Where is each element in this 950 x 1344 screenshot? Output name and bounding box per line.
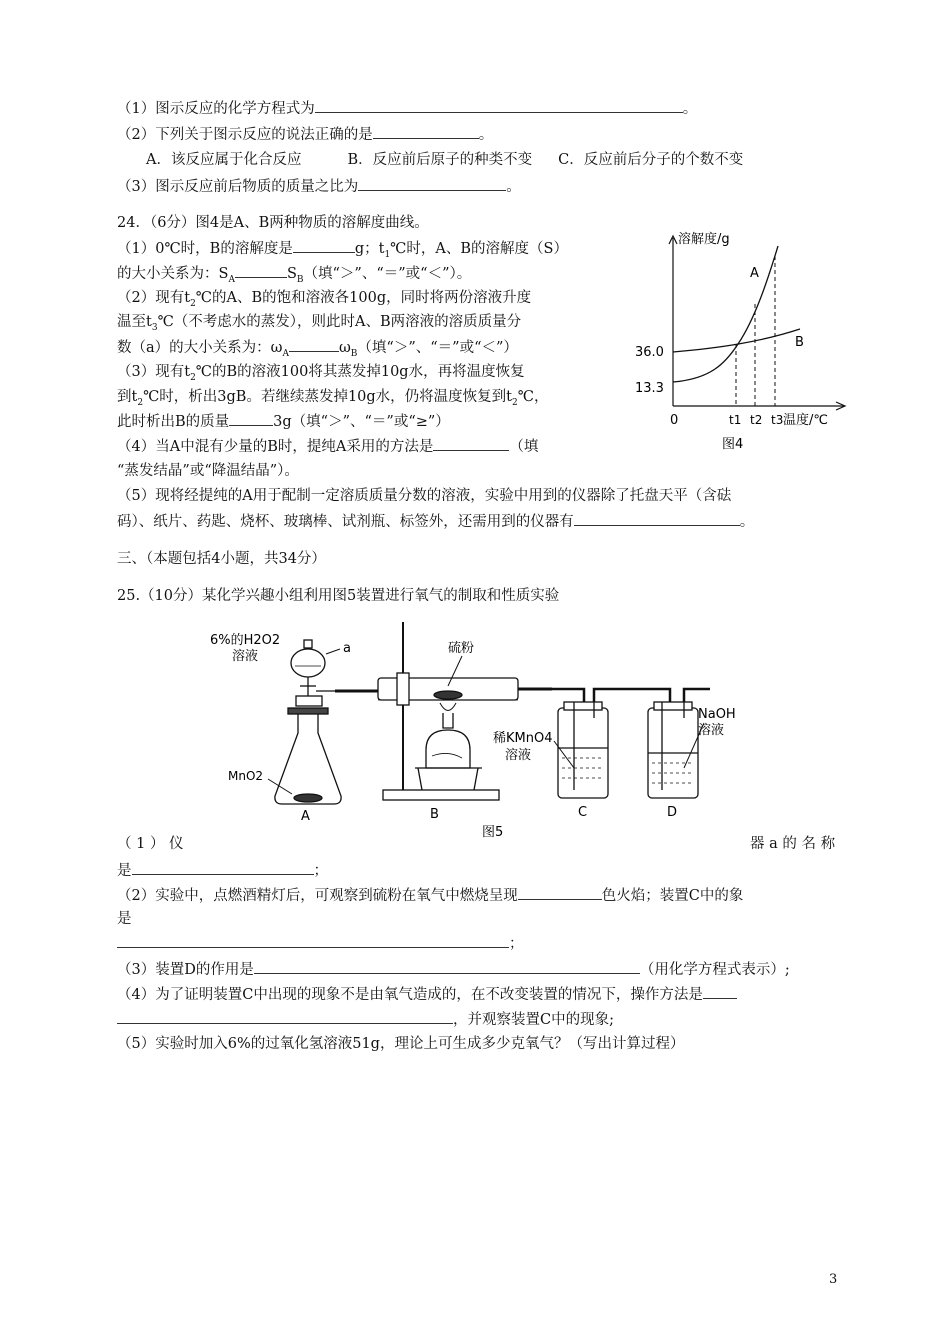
- figure-5-caption: 图5: [482, 825, 504, 838]
- figure-5-apparatus: [200, 618, 760, 838]
- q25-line1: （ 1 ） 仪: [117, 836, 184, 852]
- q25-line3: （3）装置D的作用是 （用化学方程式表示）;: [117, 959, 790, 980]
- answer-blank[interactable]: [433, 436, 509, 451]
- mno2-label: MnO2: [228, 769, 264, 783]
- t2-label: t2: [750, 413, 763, 427]
- sulfur-label: 硫粉: [448, 641, 475, 656]
- y-axis-label: 溶解度/g: [678, 232, 730, 247]
- x-axis-label: 温度/℃: [783, 413, 828, 428]
- apparatus-a: [268, 640, 341, 804]
- option-c: C．反应前后分子的个数不变: [558, 152, 744, 168]
- figure-4-caption: 图4: [722, 437, 744, 452]
- answer-blank[interactable]: [117, 933, 509, 948]
- answer-blank[interactable]: [574, 511, 740, 526]
- section-3-heading: 三、（本题包括4小题，共34分）: [117, 551, 326, 567]
- naoh-solution-label: 溶液: [698, 723, 725, 738]
- q24-line2: 的大小关系为：$S_A$ $S_B$（填“＞”、“＝”或“＜”）。: [117, 263, 471, 290]
- q25-line2c: ；: [117, 933, 524, 954]
- answer-blank[interactable]: [254, 959, 640, 974]
- option-b: B．反应前后原子的种类不变: [347, 152, 533, 168]
- curve-b: [673, 329, 800, 352]
- h2o2-solution-label: 溶液: [232, 649, 259, 664]
- q25-line4b: ，并观察装置C中的现象;: [117, 1009, 614, 1030]
- curve-a-label: A: [750, 266, 759, 281]
- instrument-a-label: a: [343, 641, 351, 656]
- answer-blank[interactable]: [358, 176, 506, 191]
- q23-options: [146, 150, 743, 170]
- label-c: C: [578, 805, 588, 820]
- label-a: A: [301, 809, 310, 824]
- q25-line1-right: 器 a 的 名 称: [750, 836, 836, 852]
- t1-label: t1: [729, 413, 742, 427]
- y-tick-13: 13.3: [635, 381, 664, 396]
- q24-line11: （5）现将经提纯的A用于配制一定溶质质量分数的溶液，实验中用到的仪器除了托盘天平（含砝: [117, 488, 732, 504]
- page-number: 3: [829, 1272, 838, 1287]
- h2o2-label: 6%的H2O2: [210, 633, 281, 648]
- answer-blank[interactable]: [315, 98, 683, 113]
- curve-a: [673, 246, 778, 382]
- q24-line7: 到$t_2℃$时，析出3gB。若继续蒸发掉10g水，仍将温度恢复到$t_2℃$，: [117, 389, 549, 408]
- q25-line1b: 是 ；: [117, 860, 328, 881]
- apparatus-c: [558, 702, 608, 798]
- kmno4-label: 稀KMnO4: [493, 731, 553, 746]
- q25-line2b: 是: [117, 911, 132, 927]
- q25-line2: （2）实验中，点燃酒精灯后，可观察到硫粉在氧气中燃烧呈现 色火焰；装置C中的象: [117, 885, 743, 906]
- q24-line9: （4）当A中混有少量的B时，提纯A采用的方法是 （填: [117, 436, 538, 457]
- label-d: D: [667, 805, 678, 820]
- q24-line1: （1）0℃时，B的溶解度是 g；$t_1℃$时，A、B的溶解度（S）: [117, 238, 568, 265]
- q25-line4: （4）为了证明装置C中出现的现象不是由氧气造成的，在不改变装置的情况下，操作方法是: [117, 984, 737, 1005]
- y-tick-36: 36.0: [635, 345, 664, 360]
- q25-line5: （5）实验时加入6%的过氧化氢溶液51g，理论上可生成多少克氧气？（写出计算过程）: [117, 1036, 685, 1052]
- answer-blank[interactable]: [132, 860, 314, 875]
- answer-blank[interactable]: [703, 984, 737, 999]
- figure-4-solubility-curve: [620, 224, 850, 454]
- kmno4-solution-label: 溶液: [505, 748, 532, 763]
- t3-label: t3: [771, 413, 784, 427]
- q23-line2: （2）下列关于图示反应的说法正确的是 。: [117, 124, 493, 145]
- answer-blank[interactable]: [373, 124, 479, 139]
- q24-line8: 此时析出B的质量 3g（填“＞”、“＝”或“≥”）: [117, 411, 450, 432]
- q23-line3: （3）图示反应前后物质的质量之比为 。: [117, 176, 521, 197]
- q24-line4: 温至$t_3℃$（不考虑水的蒸发），则此时A、B两溶液的溶质质量分: [117, 314, 522, 333]
- apparatus-d: [648, 689, 710, 798]
- q25-title: 25.（10分）某化学兴趣小组利用图5装置进行氧气的制取和性质实验: [117, 588, 560, 604]
- label-b: B: [430, 807, 439, 822]
- answer-blank[interactable]: [229, 411, 273, 426]
- q24-line5: 数（a）的大小关系为：$\omega_A$ $\omega_B$（填“＞”、“＝”或“＜”）: [117, 337, 518, 364]
- answer-blank[interactable]: [235, 263, 287, 278]
- q24-title: 24．（6分）图4是A、B两种物质的溶解度曲线。: [117, 215, 429, 231]
- q23-line1: （1）图示反应的化学方程式为 。: [117, 98, 697, 119]
- answer-blank[interactable]: [518, 885, 602, 900]
- origin-label: 0: [670, 413, 679, 428]
- q24-line3: （2）现有$t_2℃$的A、B的饱和溶液各100g，同时将两份溶液升度: [117, 290, 532, 309]
- curve-b-label: B: [795, 335, 804, 350]
- q24-line6: （3）现有$t_2℃$的B的溶液100将其蒸发掉10g水，再将温度恢复: [117, 364, 525, 383]
- naoh-label: NaOH: [698, 707, 736, 722]
- answer-blank[interactable]: [293, 238, 355, 253]
- q24-line12: 码）、纸片、药匙、烧杯、玻璃棒、试剂瓶、标签外，还需用到的仪器有 。: [117, 511, 754, 532]
- answer-blank[interactable]: [117, 1009, 453, 1024]
- answer-blank[interactable]: [289, 337, 339, 352]
- option-a: A．该反应属于化合反应: [146, 152, 302, 168]
- q24-line10: “蒸发结晶”或“降温结晶”）。: [117, 463, 299, 479]
